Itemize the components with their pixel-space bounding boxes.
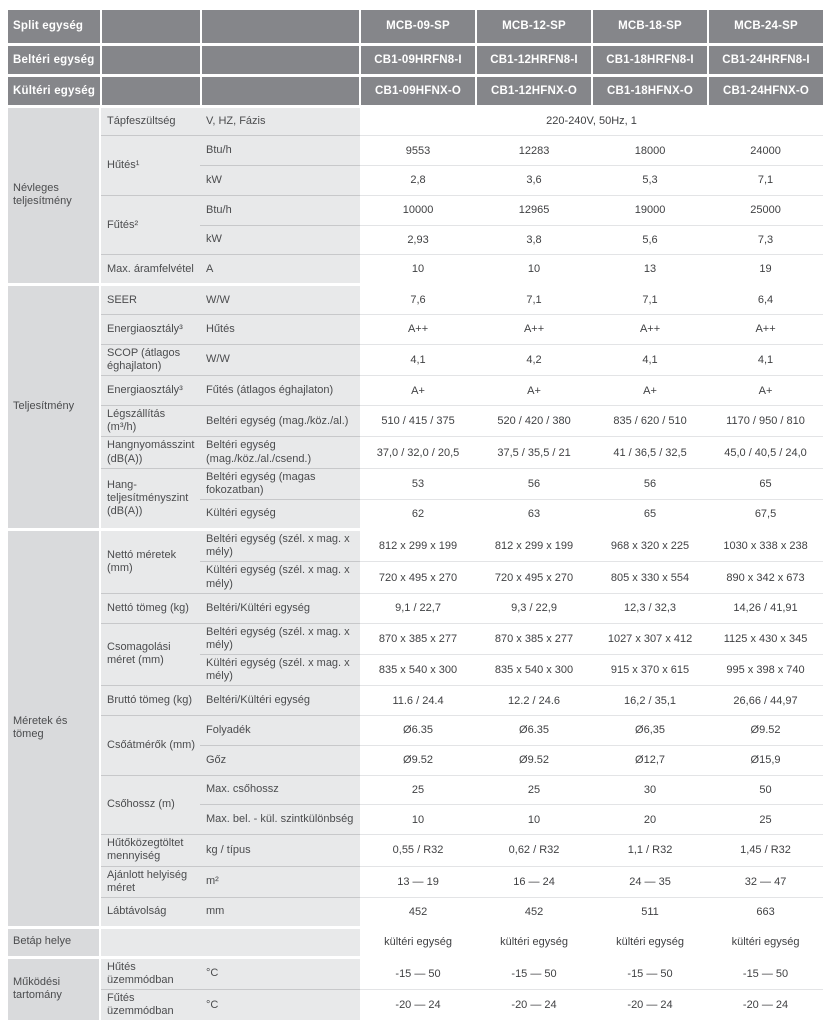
model-cell: MCB-09-SP (360, 10, 476, 44)
header-label: Kültéri egység (8, 75, 360, 106)
value-cell: -15 — 50 (476, 957, 592, 989)
table-row (8, 255, 823, 285)
value-cell: Ø9.52 (360, 745, 476, 775)
value-cell: 10 (476, 805, 592, 835)
row-label: Csőhossz (m) (100, 775, 200, 835)
value-cell: 24 — 35 (592, 866, 708, 897)
value-cell: 25 (476, 775, 592, 805)
row-sublabel: mm (200, 898, 360, 928)
value-cell: 720 x 495 x 270 (360, 562, 476, 593)
value-cell: kültéri egység (360, 927, 476, 957)
value-cell: 3,6 (476, 166, 592, 196)
value-cell: A+ (708, 376, 823, 406)
value-cell: 19 (708, 255, 823, 285)
value-cell: 4,2 (476, 344, 592, 375)
value-cell: 1030 x 338 x 238 (708, 529, 823, 561)
table-row (8, 593, 823, 623)
value-cell: -20 — 24 (476, 989, 592, 1020)
value-cell: Ø15,9 (708, 745, 823, 775)
spec-table-body (8, 10, 823, 1020)
value-cell: 56 (592, 468, 708, 499)
value-cell: 1,45 / R32 (708, 835, 823, 866)
value-cell: 3,8 (476, 225, 592, 255)
table-row (8, 315, 823, 345)
value-cell: 30 (592, 775, 708, 805)
value-cell: -20 — 24 (360, 989, 476, 1020)
model-cell: MCB-12-SP (476, 10, 592, 44)
value-cell: 16,2 / 35,1 (592, 686, 708, 716)
value-cell: 37,5 / 35,5 / 21 (476, 437, 592, 468)
section-title: Névleges teljesítmény (8, 106, 100, 285)
table-row (8, 835, 823, 866)
table-row (8, 989, 823, 1020)
value-cell: 1027 x 307 x 412 (592, 623, 708, 654)
value-cell: 4,1 (708, 344, 823, 375)
row-label: Tápfeszültség (100, 106, 200, 136)
table-row (8, 957, 823, 989)
value-cell: Ø12,7 (592, 745, 708, 775)
table-row (8, 437, 823, 468)
row-label: Nettó tömeg (kg) (100, 593, 200, 623)
table-row (8, 927, 823, 957)
row-sublabel: Fűtés (átlagos éghajlaton) (200, 376, 360, 406)
row-label: Fűtés üzemmódban (100, 989, 200, 1020)
value-cell: -15 — 50 (708, 957, 823, 989)
row-sublabel: Beltéri egység (szél. x mag. x mély) (200, 529, 360, 561)
model-cell: CB1-24HFNX-O (708, 75, 823, 106)
value-cell: 53 (360, 468, 476, 499)
value-cell: 65 (708, 468, 823, 499)
value-cell: 25 (708, 805, 823, 835)
value-cell: 995 x 398 x 740 (708, 654, 823, 685)
value-cell: 805 x 330 x 554 (592, 562, 708, 593)
row-label: Lábtávolság (100, 898, 200, 928)
value-cell: A++ (476, 315, 592, 345)
value-cell: Ø6,35 (592, 716, 708, 746)
row-label: Csőátmérők (mm) (100, 716, 200, 776)
value-cell: 13 — 19 (360, 866, 476, 897)
value-cell: 56 (476, 468, 592, 499)
value-cell: 7,1 (592, 285, 708, 315)
value-cell: 870 x 385 x 277 (476, 623, 592, 654)
value-cell: 10 (360, 255, 476, 285)
row-sublabel: Beltéri egység (mag./köz./al./csend.) (200, 437, 360, 468)
table-row (8, 344, 823, 375)
value-cell: kültéri egység (592, 927, 708, 957)
value-cell: 870 x 385 x 277 (360, 623, 476, 654)
row-sublabel: Beltéri egység (mag./köz./al.) (200, 406, 360, 437)
model-cell: CB1-18HFNX-O (592, 75, 708, 106)
value-cell: 26,66 / 44,97 (708, 686, 823, 716)
row-sublabel: m² (200, 866, 360, 897)
table-row (8, 623, 823, 654)
value-cell: 37,0 / 32,0 / 20,5 (360, 437, 476, 468)
value-cell: 20 (592, 805, 708, 835)
value-cell: 511 (592, 898, 708, 928)
value-cell: 32 — 47 (708, 866, 823, 897)
table-row (8, 106, 823, 136)
value-cell: -20 — 24 (708, 989, 823, 1020)
value-cell: 25000 (708, 195, 823, 225)
value-cell: 7,1 (476, 285, 592, 315)
value-cell: 520 / 420 / 380 (476, 406, 592, 437)
value-cell: 10 (476, 255, 592, 285)
value-cell: -20 — 24 (592, 989, 708, 1020)
row-sublabel: Beltéri/Kültéri egység (200, 686, 360, 716)
row-sublabel: kg / típus (200, 835, 360, 866)
value-cell: 25 (360, 775, 476, 805)
value-cell: 812 x 299 x 199 (360, 529, 476, 561)
row-sublabel: Max. bel. - kül. szintkülönbség (200, 805, 360, 835)
value-cell: 1125 x 430 x 345 (708, 623, 823, 654)
row-label: Max. áramfelvétel (100, 255, 200, 285)
model-cell: MCB-18-SP (592, 10, 708, 44)
table-row (8, 686, 823, 716)
value-cell: Ø9.52 (708, 716, 823, 746)
value-cell: 835 / 620 / 510 (592, 406, 708, 437)
table-row (8, 775, 823, 805)
value-cell: 67,5 (708, 500, 823, 530)
spec-sheet (8, 10, 823, 1020)
row-label: Hűtőközegtöltet mennyiség (100, 835, 200, 866)
value-cell: 50 (708, 775, 823, 805)
row-sublabel: W/W (200, 344, 360, 375)
row-sublabel: A (200, 255, 360, 285)
row-sublabel: Beltéri egység (magas fokozatban) (200, 468, 360, 499)
value-cell: A+ (360, 376, 476, 406)
value-cell: A+ (592, 376, 708, 406)
table-row (8, 898, 823, 928)
value-cell: 510 / 415 / 375 (360, 406, 476, 437)
value-cell: 12.2 / 24.6 (476, 686, 592, 716)
row-label: Energiaosztály³ (100, 315, 200, 345)
row-label: Hangnyomásszint (dB(A)) (100, 437, 200, 468)
table-row (8, 716, 823, 746)
value-cell: 5,6 (592, 225, 708, 255)
header-label: Split egység (8, 10, 360, 44)
model-cell: CB1-09HFNX-O (360, 75, 476, 106)
section-title: Méretek és tömeg (8, 529, 100, 927)
value-cell: 9553 (360, 136, 476, 166)
header-row (8, 75, 823, 106)
value-cell: Ø6.35 (476, 716, 592, 746)
row-label: Csomagolási méret (mm) (100, 623, 200, 686)
value-cell: 45,0 / 40,5 / 24,0 (708, 437, 823, 468)
model-cell: CB1-18HRFN8-I (592, 44, 708, 75)
spec-table (8, 10, 823, 1020)
row-label: SEER (100, 285, 200, 315)
row-label: Hűtés¹ (100, 136, 200, 196)
value-cell: 10000 (360, 195, 476, 225)
row-label: Hűtés üzemmódban (100, 957, 200, 989)
table-row (8, 406, 823, 437)
value-cell: 720 x 495 x 270 (476, 562, 592, 593)
row-sublabel: Folyadék (200, 716, 360, 746)
section-title: Működési tartomány (8, 957, 100, 1020)
model-cell: CB1-12HFNX-O (476, 75, 592, 106)
table-row (8, 468, 823, 499)
row-sublabel: °C (200, 989, 360, 1020)
value-cell: 65 (592, 500, 708, 530)
value-cell: 2,8 (360, 166, 476, 196)
table-row (8, 136, 823, 166)
value-cell: A+ (476, 376, 592, 406)
value-cell: 24000 (708, 136, 823, 166)
value-cell: 1170 / 950 / 810 (708, 406, 823, 437)
model-cell: CB1-09HRFN8-I (360, 44, 476, 75)
value-cell: 0,62 / R32 (476, 835, 592, 866)
row-sublabel: Hűtés (200, 315, 360, 345)
value-cell: 812 x 299 x 199 (476, 529, 592, 561)
value-cell: 10 (360, 805, 476, 835)
table-row (8, 376, 823, 406)
value-cell: 2,93 (360, 225, 476, 255)
value-cell: 12283 (476, 136, 592, 166)
value-cell: 18000 (592, 136, 708, 166)
row-sublabel: V, HZ, Fázis (200, 106, 360, 136)
row-sublabel: kW (200, 225, 360, 255)
row-sublabel: Beltéri/Kültéri egység (200, 593, 360, 623)
value-cell: 12,3 / 32,3 (592, 593, 708, 623)
value-cell: 968 x 320 x 225 (592, 529, 708, 561)
table-row (8, 866, 823, 897)
table-row (8, 195, 823, 225)
section-title: Betáp helye (8, 927, 100, 957)
value-cell: 0,55 / R32 (360, 835, 476, 866)
value-cell: 14,26 / 41,91 (708, 593, 823, 623)
value-cell: 4,1 (360, 344, 476, 375)
value-cell: 6,4 (708, 285, 823, 315)
row-sublabel: Kültéri egység (200, 500, 360, 530)
row-label: Légszállítás (m³/h) (100, 406, 200, 437)
model-cell: CB1-12HRFN8-I (476, 44, 592, 75)
row-sublabel: Max. csőhossz (200, 775, 360, 805)
value-cell: 1,1 / R32 (592, 835, 708, 866)
value-cell: 13 (592, 255, 708, 285)
value-cell: -15 — 50 (592, 957, 708, 989)
value-cell: 915 x 370 x 615 (592, 654, 708, 685)
model-cell: MCB-24-SP (708, 10, 823, 44)
value-cell: 9,1 / 22,7 (360, 593, 476, 623)
value-cell: A++ (360, 315, 476, 345)
row-sublabel: Beltéri egység (szél. x mag. x mély) (200, 623, 360, 654)
value-cell: 12965 (476, 195, 592, 225)
value-cell: kültéri egység (476, 927, 592, 957)
value-cell: 16 — 24 (476, 866, 592, 897)
row-sublabel: kW (200, 166, 360, 196)
value-cell: 11.6 / 24.4 (360, 686, 476, 716)
row-label: Nettó méretek (mm) (100, 529, 200, 593)
value-cell: kültéri egység (708, 927, 823, 957)
value-cell: 9,3 / 22,9 (476, 593, 592, 623)
value-cell: 62 (360, 500, 476, 530)
row-label: Fűtés² (100, 195, 200, 255)
row-label: Bruttó tömeg (kg) (100, 686, 200, 716)
row-sublabel: Kültéri egység (szél. x mag. x mély) (200, 562, 360, 593)
value-cell: Ø6.35 (360, 716, 476, 746)
value-cell: 5,3 (592, 166, 708, 196)
value-cell: 7,6 (360, 285, 476, 315)
value-cell: 63 (476, 500, 592, 530)
value-cell: 7,1 (708, 166, 823, 196)
row-label: Hang-teljesítményszint (dB(A)) (100, 468, 200, 529)
table-row (8, 529, 823, 561)
value-cell: Ø9.52 (476, 745, 592, 775)
header-row (8, 10, 823, 44)
row-sublabel: Btu/h (200, 136, 360, 166)
value-cell: 835 x 540 x 300 (360, 654, 476, 685)
value-cell: 4,1 (592, 344, 708, 375)
value-cell: 890 x 342 x 673 (708, 562, 823, 593)
value-cell: A++ (708, 315, 823, 345)
value-cell: 452 (476, 898, 592, 928)
header-label: Beltéri egység (8, 44, 360, 75)
value-span-cell: 220-240V, 50Hz, 1 (360, 106, 823, 136)
row-sublabel: Kültéri egység (szél. x mag. x mély) (200, 654, 360, 685)
value-cell: 41 / 36,5 / 32,5 (592, 437, 708, 468)
row-sublabel: °C (200, 957, 360, 989)
row-sublabel: Btu/h (200, 195, 360, 225)
row-label: SCOP (átlagos éghajlaton) (100, 344, 200, 375)
value-cell: 452 (360, 898, 476, 928)
value-cell: 7,3 (708, 225, 823, 255)
value-cell: 835 x 540 x 300 (476, 654, 592, 685)
value-cell: A++ (592, 315, 708, 345)
value-cell: 19000 (592, 195, 708, 225)
row-label: Ajánlott helyiség méret (100, 866, 200, 897)
row-sublabel: Gőz (200, 745, 360, 775)
row-sublabel: W/W (200, 285, 360, 315)
value-cell: -15 — 50 (360, 957, 476, 989)
row-label: Energiaosztály³ (100, 376, 200, 406)
model-cell: CB1-24HRFN8-I (708, 44, 823, 75)
value-cell: 663 (708, 898, 823, 928)
header-row (8, 44, 823, 75)
section-title: Teljesítmény (8, 285, 100, 530)
row-label-spacer (100, 927, 360, 957)
table-row (8, 285, 823, 315)
